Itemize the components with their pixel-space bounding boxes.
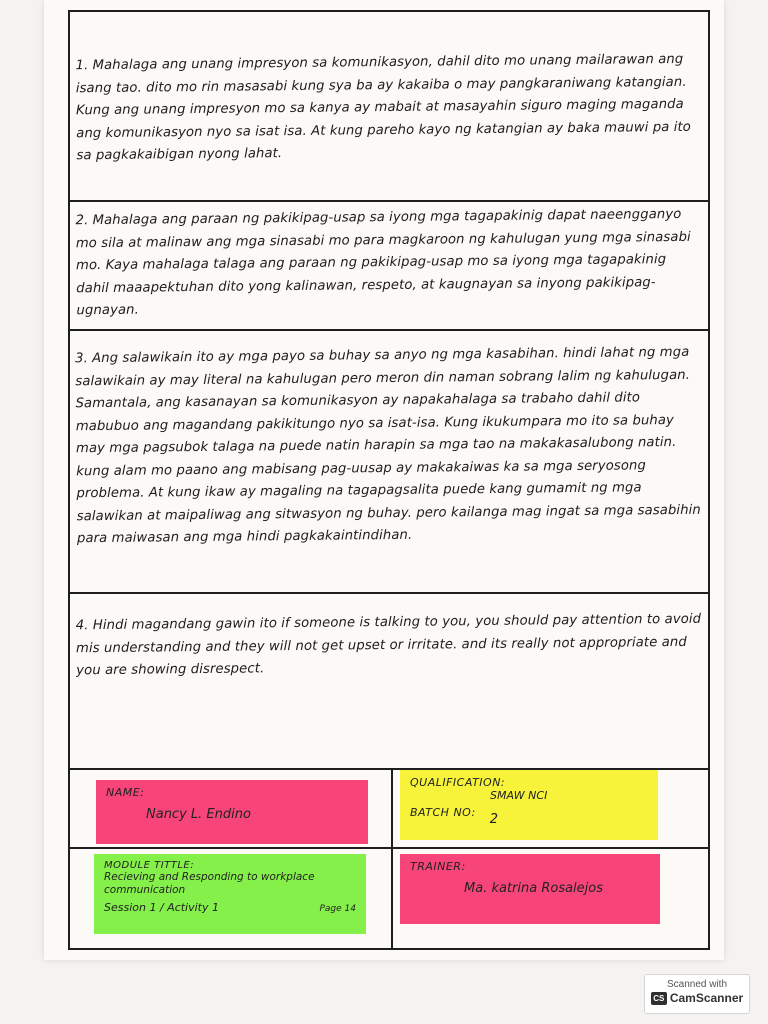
trainer-sticky-note — [400, 854, 660, 924]
answer-1 — [75, 49, 702, 168]
name-label: NAME: — [106, 786, 145, 799]
camscanner-logo-icon: CS — [651, 992, 667, 1005]
qualification-sticky-note — [400, 770, 658, 840]
answer-4 — [76, 609, 703, 683]
answer-2-text: 2. Mahalaga ang paraan ng pakikipag-usap sa iyong mga tagapakinig dapat naeengganyo mo sila at malinaw ang mga sinasabi mo para magkaroon ng kahulugan yung mga sinasabi mo. Kaya mahalaga talaga ang paraan ng pakikipag-usap mo sa iyong mga tagapakinig dahil maaapektuhan dito yong kalinawan, respeto, at kaugnayan sa inyong pakikipag-ugnayan. — [75, 206, 691, 319]
qualification-value: SMAW NCI — [490, 789, 548, 802]
page-value: Page 14 — [319, 904, 356, 914]
module-value: Recieving and Responding to workplace communication — [104, 871, 315, 896]
trainer-label: TRAINER: — [410, 860, 466, 873]
divider-3 — [70, 592, 708, 594]
answer-4-text: 4. Hindi magandang gawin ito if someone is talking to you, you should pay attention to avoid mis understanding and they will not get upset or irritate. and its really not appropriate and you are showing disrespect. — [75, 611, 702, 679]
session-value: Session 1 / Activity 1 — [104, 901, 219, 914]
divider-5 — [70, 847, 708, 849]
answer-2 — [75, 204, 702, 323]
name-value: Nancy L. Endino — [146, 807, 251, 822]
qualification-label: QUALIFICATION: — [410, 776, 506, 789]
name-sticky-note — [96, 780, 368, 844]
footer-column-divider — [391, 768, 393, 950]
divider-1 — [70, 200, 708, 202]
camscanner-watermark — [644, 974, 750, 1014]
answer-3-text: 3. Ang salawikain ito ay mga payo sa buhay sa anyo ng mga kasabihan. hindi lahat ng mga salawikain ay may literal na kahulugan pero meron din naman sobrang lalim ng kahulugan. Samantala, ang kasanayan sa komunikasyon ay napakahalaga sa trabaho dahil dito mabubuo ang magandang pakikitungo nyo sa isat-isa. Kung ikukumpara mo ito sa buhay may mga pagsubok talaga na puede natin harapin sa mga tao na makakasalubong natin. kung alam mo paano ang mabisang pag-uusap ay makakaiwas ka sa mga seryosong problema. At kung ikaw ay magaling na tagapagsalita puede kang gumamit ng mga salawikan at maipaliwag ang sitwasyon ng buhay. pero kailanga mag ingat sa mga sasabihin para maiwasan ang mga hindi pagkakaintindihan. — [74, 344, 701, 547]
divider-2 — [70, 329, 708, 331]
batch-value: 2 — [489, 812, 499, 827]
scanned-with-text: Scanned with — [666, 979, 728, 990]
batch-label: BATCH NO: — [410, 806, 476, 819]
module-label: MODULE TITTLE: — [104, 860, 195, 871]
camscanner-name: CamScanner — [669, 991, 744, 1005]
module-sticky-note — [94, 854, 366, 934]
scanned-page — [44, 0, 724, 960]
answer-1-text: 1. Mahalaga ang unang impresyon sa komunikasyon, dahil dito mo unang mailarawan ang isang tao. dito mo rin masasabi kung sya ba ay kakaiba o may pangkaraniwang katangian. Kung ang unang impresyon mo sa kanya ay mabait at masayahin siguro maging maganda ang komunikasyon nyo sa isat isa. At kung pareho kayo ng katangian ay baka mauwi pa ito sa pagkakaibigan nyong lahat. — [75, 51, 692, 164]
activity-sheet-frame — [68, 10, 710, 950]
trainer-value: Ma. katrina Rosalejos — [464, 881, 604, 896]
answer-3 — [75, 342, 703, 551]
